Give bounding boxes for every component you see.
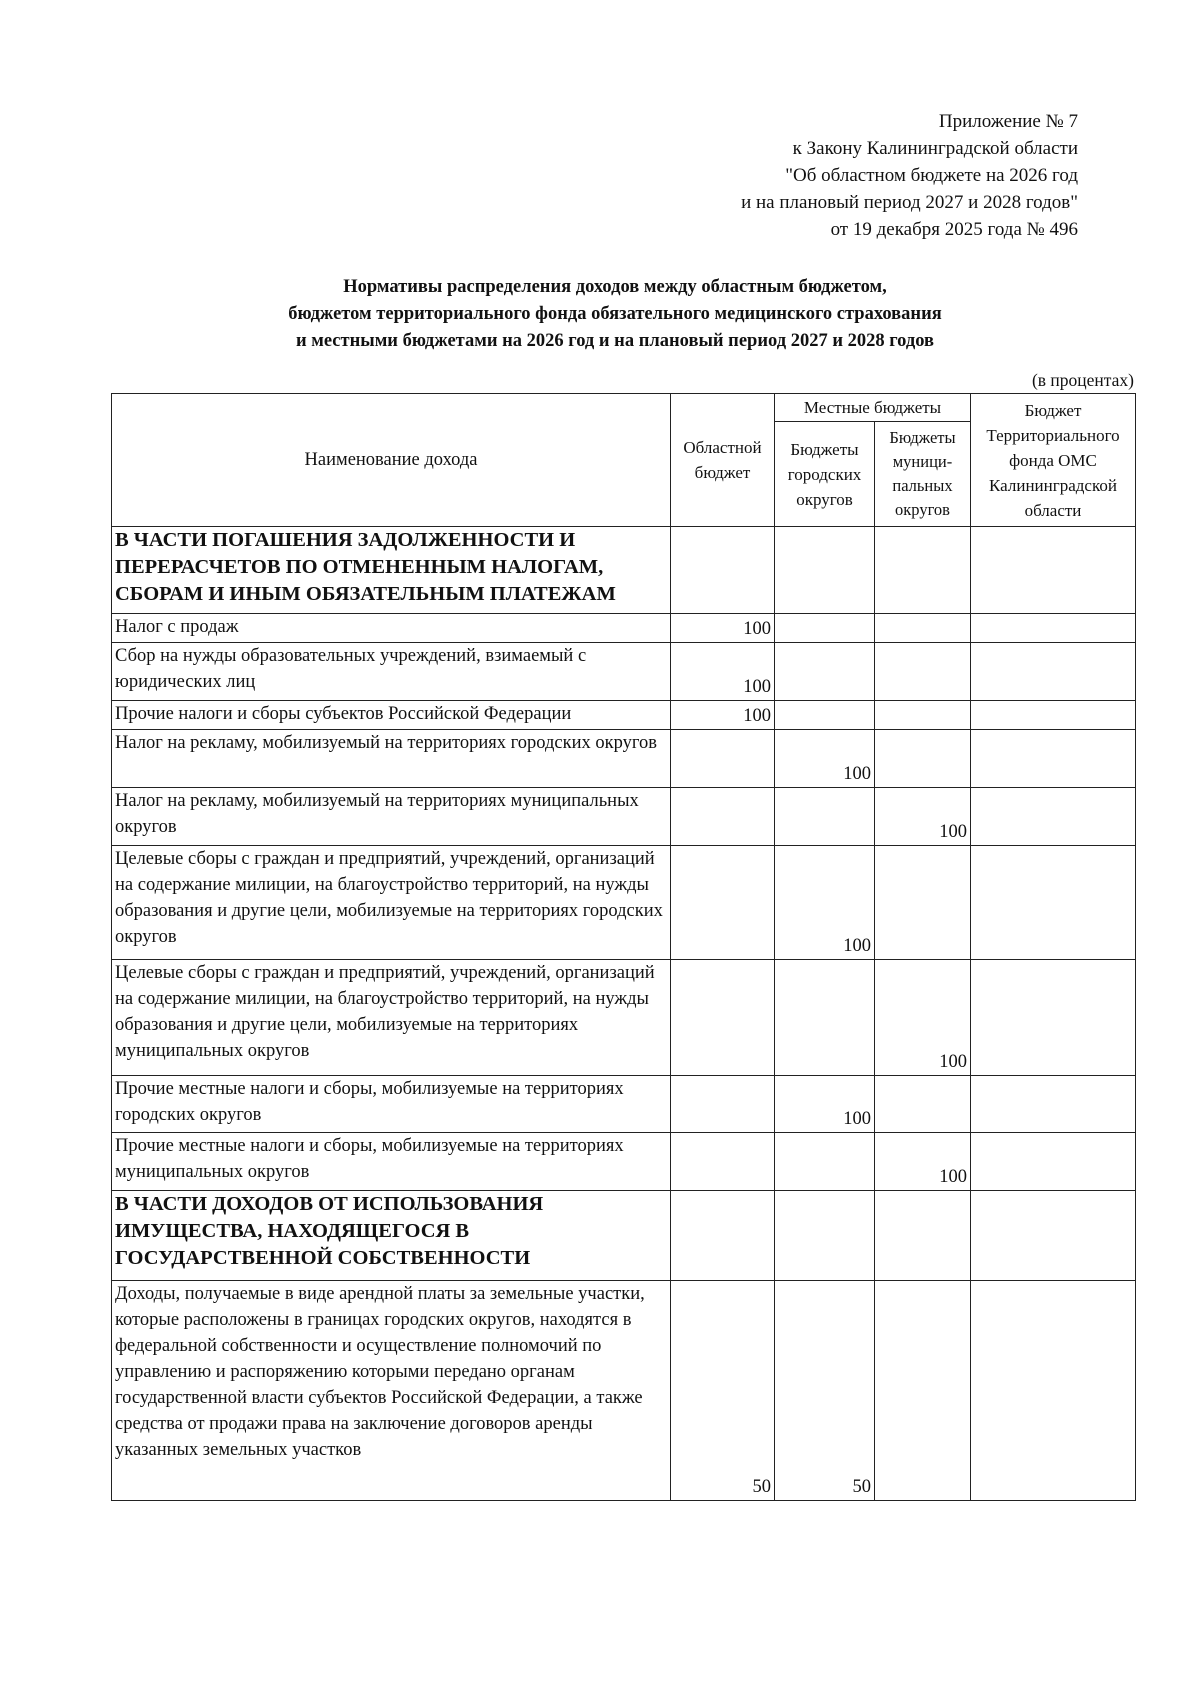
table-row (112, 1281, 1136, 1501)
table-row (112, 788, 1136, 846)
cell-oms (971, 1133, 1136, 1191)
cell-regional: 100 (671, 614, 775, 643)
cell-regional (671, 788, 775, 846)
row-name: Доходы, получаемые в виде арендной платы за земельные участки, которые расположены в границах городских округов, находятся в федеральной собственности и осуществление полномочий по управлению и распоряжению которыми передано органам государственной власти субъектов Российской Федерации, а также средства от продажи права на заключение договоров аренды указанных земельных участков (112, 1281, 671, 1501)
table-row (112, 1076, 1136, 1133)
row-name: Целевые сборы с граждан и предприятий, учреждений, организаций на содержание милиции, на благоустройство территорий, на нужды образования и другие цели, мобилизуемые на территориях муниципальных округов (112, 960, 671, 1076)
cell-oms (971, 788, 1136, 846)
cell-regional: 100 (671, 643, 775, 701)
cell-municipal (875, 1191, 971, 1281)
cell-urban: 50 (775, 1281, 875, 1501)
cell-oms (971, 1076, 1136, 1133)
cell-regional: 100 (671, 701, 775, 730)
cell-municipal (875, 1281, 971, 1501)
appendix-header (741, 108, 1078, 243)
cell-urban: 100 (775, 846, 875, 960)
cell-regional: 50 (671, 1281, 775, 1501)
cell-regional (671, 1133, 775, 1191)
revenue-norms-table (111, 393, 1136, 1501)
cell-urban (775, 643, 875, 701)
header-oms-budget: Бюджет Территориального фонда ОМС Калининградской области (971, 394, 1136, 527)
appendix-line: и на плановый период 2027 и 2028 годов" (741, 192, 1078, 213)
cell-urban (775, 1133, 875, 1191)
cell-urban: 100 (775, 730, 875, 788)
table-row (112, 1191, 1136, 1281)
cell-urban: 100 (775, 1076, 875, 1133)
cell-municipal (875, 643, 971, 701)
cell-regional (671, 1076, 775, 1133)
cell-oms (971, 614, 1136, 643)
document-title (110, 274, 1120, 355)
cell-regional (671, 527, 775, 614)
row-name: В ЧАСТИ ПОГАШЕНИЯ ЗАДОЛЖЕННОСТИ И ПЕРЕРАСЧЕТОВ ПО ОТМЕНЕННЫМ НАЛОГАМ, СБОРАМ И ИНЫМ ОБЯЗАТЕЛЬНЫМ ПЛАТЕЖАМ (112, 527, 671, 614)
cell-municipal (875, 614, 971, 643)
row-name: Прочие местные налоги и сборы, мобилизуемые на территориях муниципальных округов (112, 1133, 671, 1191)
appendix-line: от 19 декабря 2025 года № 496 (830, 219, 1078, 240)
cell-regional (671, 1191, 775, 1281)
cell-municipal: 100 (875, 960, 971, 1076)
cell-urban (775, 1191, 875, 1281)
cell-municipal (875, 730, 971, 788)
header-urban-districts: Бюджеты городских округов (775, 422, 875, 527)
cell-municipal: 100 (875, 1133, 971, 1191)
cell-oms (971, 643, 1136, 701)
table-row (112, 730, 1136, 788)
header-local-budgets: Местные бюджеты (775, 394, 971, 422)
appendix-line: Приложение № 7 (938, 111, 1078, 132)
cell-municipal (875, 701, 971, 730)
appendix-line: "Об областном бюджете на 2026 год (785, 165, 1078, 186)
cell-municipal (875, 1076, 971, 1133)
table-row (112, 846, 1136, 960)
cell-municipal (875, 527, 971, 614)
table-row (112, 527, 1136, 614)
title-line: бюджетом территориального фонда обязательного медицинского страхования (288, 304, 942, 324)
row-name: Сбор на нужды образовательных учреждений, взимаемый с юридических лиц (112, 643, 671, 701)
row-name: Налог с продаж (112, 614, 671, 643)
row-name: Целевые сборы с граждан и предприятий, учреждений, организаций на содержание милиции, на благоустройство территорий, на нужды образования и другие цели, мобилизуемые на территориях городских округов (112, 846, 671, 960)
cell-oms (971, 730, 1136, 788)
cell-oms (971, 846, 1136, 960)
cell-urban (775, 614, 875, 643)
cell-regional (671, 960, 775, 1076)
cell-urban (775, 960, 875, 1076)
row-name: Прочие местные налоги и сборы, мобилизуемые на территориях городских округов (112, 1076, 671, 1133)
cell-oms (971, 527, 1136, 614)
cell-municipal: 100 (875, 788, 971, 846)
cell-oms (971, 1191, 1136, 1281)
cell-regional (671, 730, 775, 788)
row-name: Налог на рекламу, мобилизуемый на территориях муниципальных округов (112, 788, 671, 846)
cell-regional (671, 846, 775, 960)
header-municipal-districts: Бюджеты муници-пальных округов (875, 422, 971, 527)
appendix-line: к Закону Калининградской области (792, 138, 1078, 159)
table-row (112, 643, 1136, 701)
row-name: Налог на рекламу, мобилизуемый на территориях городских округов (112, 730, 671, 788)
row-name: Прочие налоги и сборы субъектов Российской Федерации (112, 701, 671, 730)
title-line: и местными бюджетами на 2026 год и на плановый период 2027 и 2028 годов (295, 331, 935, 351)
units-note: (в процентах) (1031, 370, 1134, 390)
header-name: Наименование дохода (112, 394, 671, 527)
title-line: Нормативы распределения доходов между областным бюджетом, (343, 277, 887, 297)
cell-oms (971, 960, 1136, 1076)
header-regional-budget: Областной бюджет (671, 394, 775, 527)
cell-urban (775, 701, 875, 730)
cell-urban (775, 788, 875, 846)
row-name: В ЧАСТИ ДОХОДОВ ОТ ИСПОЛЬЗОВАНИЯ ИМУЩЕСТВА, НАХОДЯЩЕГОСЯ В ГОСУДАРСТВЕННОЙ СОБСТВЕННОСТИ (112, 1191, 671, 1281)
cell-municipal (875, 846, 971, 960)
cell-urban (775, 527, 875, 614)
cell-oms (971, 1281, 1136, 1501)
table-row (112, 614, 1136, 643)
table-row (112, 1133, 1136, 1191)
cell-oms (971, 701, 1136, 730)
table-row (112, 960, 1136, 1076)
table-row (112, 701, 1136, 730)
